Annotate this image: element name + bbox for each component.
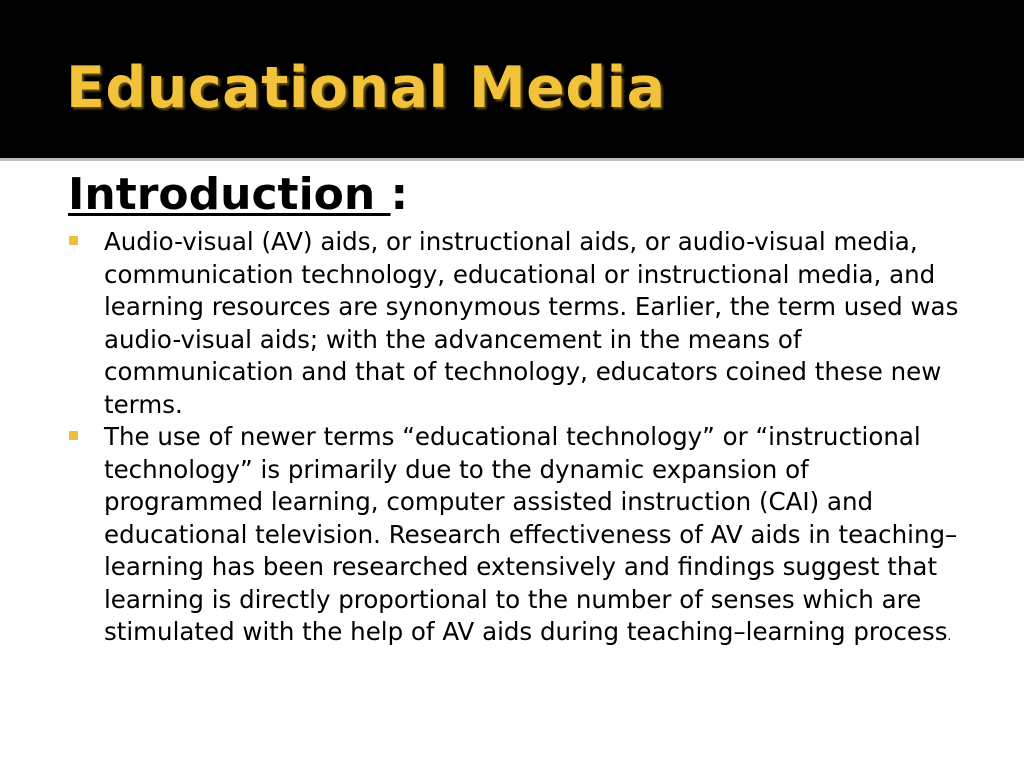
- intro-heading-label: Introduction: [68, 169, 391, 220]
- title-bar: [0, 0, 1024, 158]
- bullet-text-body: The use of newer terms “educational technology” or “instructional technology” is primarily due to the dynamic expansion of programmed learning, computer assisted instruction (CAI) and educational television. Research effectiveness of AV aids in teaching–learning has been researched extensively and findings suggest that learning is directly proportional to the number of senses which are stimulated with the help of AV aids during teaching–learning process: [104, 422, 958, 646]
- intro-heading: [68, 166, 968, 224]
- bullet-text: Audio-visual (AV) aids, or instructional aids, or audio-visual media, communication technology, educational or instructional media, and learning resources are synonymous terms. Earlier, the term used was audio-visual aids; with the advancement in the means of communication and that of technology, educators coined these new terms.: [104, 227, 959, 419]
- bullet-item: [68, 226, 968, 421]
- bullet-item: [68, 421, 968, 653]
- intro-heading-colon: :: [390, 169, 409, 220]
- square-bullet-icon: [69, 431, 78, 440]
- square-bullet-icon: [69, 236, 78, 245]
- bullet-text: [104, 421, 968, 653]
- bullet-list: [68, 226, 968, 653]
- title-divider: [0, 158, 1024, 161]
- slide-content: [68, 166, 968, 653]
- bullet-text-period: .: [947, 629, 952, 643]
- slide-title: Educational Media: [66, 55, 666, 121]
